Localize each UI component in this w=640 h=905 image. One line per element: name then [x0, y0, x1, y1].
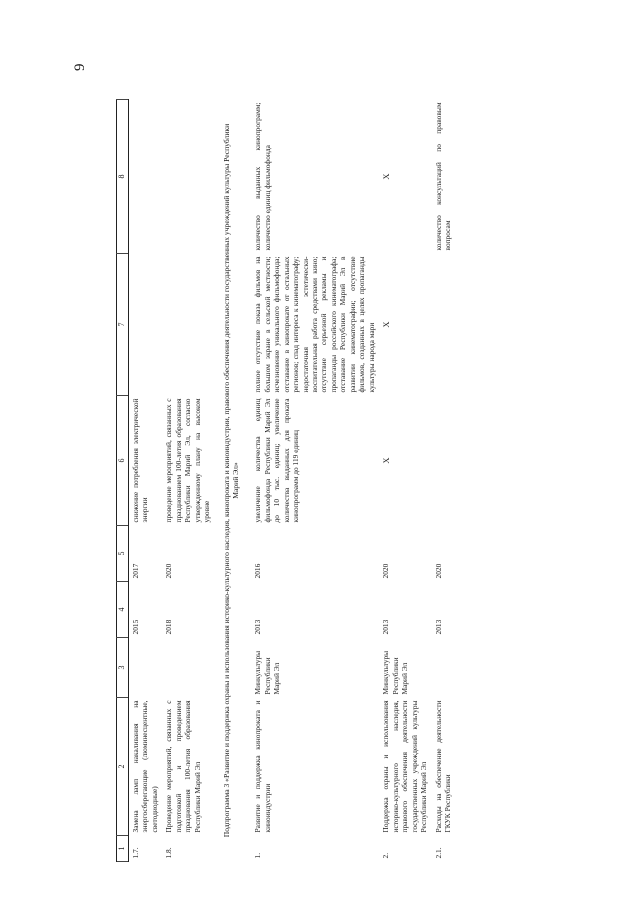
measure-name: Расходы на обеспечение деятельности ГКУК Республики	[433, 700, 453, 833]
expected-result: X	[381, 457, 392, 464]
column-number-2: 2	[117, 698, 129, 836]
table-row	[129, 100, 163, 862]
indicator: количество консультаций по правовым вопросам	[433, 102, 453, 251]
measure-name: Развитие и поддержка кинопроката и киноиндустрии	[253, 700, 272, 833]
column-number-8: 8	[117, 100, 129, 254]
expected-result: проведение мероприятий, связанных с празднованием 100-летия образования Республики Марий Эл, согласно утвержденному плану на высоком уровне	[164, 398, 212, 523]
page-number: 9	[72, 63, 88, 71]
start-year: 2013	[253, 619, 263, 635]
executor	[162, 638, 214, 698]
column-number-row	[117, 100, 129, 862]
column-number-5: 5	[117, 526, 129, 582]
subprogram-title: Подпрограмма 3 «Развитие и поддержка охраны и использования историко-культурного наследия, кинопроката и киноиндустрии, правового обеспечения деятельности государственных учреждений культуры Республики Марий Эл»	[221, 123, 241, 838]
start-year: 2013	[381, 619, 391, 635]
start-year: 2013	[433, 619, 443, 635]
row-number: 1.	[253, 852, 263, 859]
risks	[162, 254, 214, 396]
column-number-6: 6	[117, 396, 129, 526]
end-year: 2016	[253, 563, 263, 579]
indicator	[129, 100, 163, 254]
risks	[432, 254, 456, 396]
row-number: 2.	[381, 852, 391, 859]
risks	[129, 254, 163, 396]
expected-result: снижение потребления электрической энергии	[131, 398, 150, 523]
end-year: 2020	[164, 563, 174, 579]
table-row	[379, 100, 431, 862]
end-year: 2020	[381, 563, 391, 579]
end-year: 2020	[433, 563, 443, 579]
column-number-7: 7	[117, 254, 129, 396]
indicator	[162, 100, 214, 254]
column-number-3: 3	[117, 638, 129, 698]
table-row	[162, 100, 214, 862]
end-year: 2017	[131, 563, 140, 579]
executor: Минкультуры Республики Марий Эл	[253, 650, 282, 695]
executor: Минкультуры Республики Марий Эл	[381, 650, 410, 695]
risks: X	[381, 321, 392, 328]
executor	[129, 638, 163, 698]
executor	[432, 638, 456, 698]
expected-result: увеличение количества единиц фильмофонда Республики Марий Эл до 10 тыс. единиц; увеличение количества выданных для проката кинопрограмм до 119 единиц	[253, 398, 301, 523]
measure-name: Замена ламп накаливания на энергосберегающие (люминесцентные, светодиодные)	[131, 700, 159, 833]
expected-result	[432, 396, 456, 526]
rotated-document-page	[62, 26, 622, 876]
subprogram-heading-row	[215, 100, 251, 862]
measure-name: Поддержка охраны и использования историко-культурного наследия, правового обеспечения деятельности государственных учреждений культуры Республики Марий Эл	[381, 700, 429, 833]
row-number: 2.1.	[433, 847, 443, 859]
table-row	[432, 100, 456, 862]
indicator: количество выданных кинопрограмм; количество единиц фильмофонда	[253, 102, 272, 251]
measures-table	[116, 99, 456, 862]
row-number: 1.7.	[131, 847, 140, 859]
column-number-4: 4	[117, 582, 129, 638]
start-year: 2015	[131, 619, 140, 635]
start-year: 2018	[164, 619, 174, 635]
table-row	[251, 100, 379, 862]
risks: полное отсутствие показа фильмов на большом экране в сельской местности; исчезновение уникального фильмофонда; отставание в кинопрокате от остальных регионов; спад интереса к кинематографу; недостаточная эстетически-воспитательная работа средствами кино; отсутствие серьезной рекламы и пропаганды российского кинематографа; отставание Республики Марий Эл в развитии кинематографии; отсутствие фильмов, созданных в целях пропаганды культуры народа мари	[253, 256, 376, 393]
indicator: X	[381, 173, 392, 180]
column-number-1: 1	[117, 836, 129, 862]
measure-name: Проведение мероприятий, связанных с подготовкой и проведением празднования 100-летия образования Республики Марий Эл	[164, 700, 202, 833]
row-number: 1.8.	[164, 847, 174, 859]
